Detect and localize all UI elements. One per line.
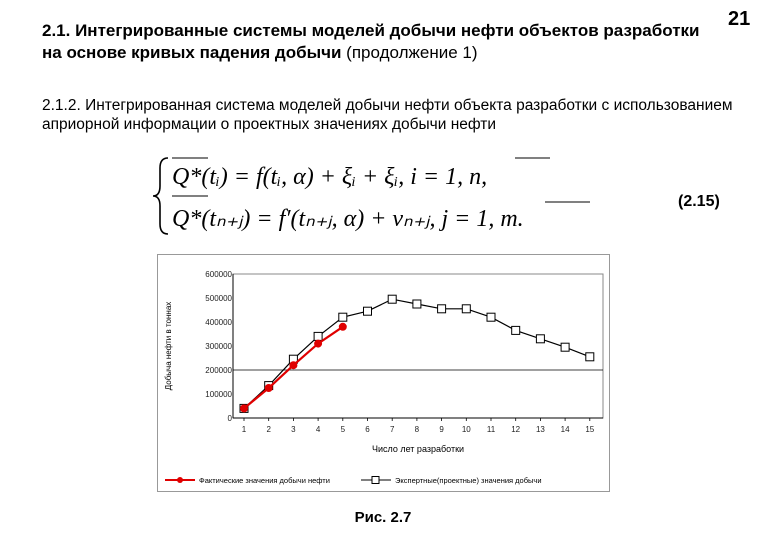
plot-area: [233, 274, 603, 418]
x-tick-label: 14: [560, 425, 570, 434]
equation-number: (2.15): [678, 193, 720, 210]
x-axis-label: Число лет разработки: [371, 444, 465, 454]
x-tick-label: 3: [291, 425, 296, 434]
x-tick-label: 7: [389, 425, 395, 434]
y-tick-label: 100000: [205, 390, 232, 399]
x-tick-label: 11: [486, 425, 496, 434]
y-tick-label: 300000: [205, 342, 232, 351]
actual-point: [241, 405, 248, 412]
x-tick-label: 6: [365, 425, 370, 434]
expert-point: [512, 326, 520, 334]
x-tick-label: 12: [511, 425, 521, 434]
expert-point: [388, 295, 396, 303]
actual-point: [315, 340, 322, 347]
expert-point: [487, 313, 495, 321]
page-number: 21: [728, 8, 751, 30]
expert-point: [339, 313, 347, 321]
y-tick-label: 400000: [205, 318, 232, 327]
x-tick-label: 9: [439, 425, 444, 434]
formula-line-2: Q*(tₙ₊ⱼ) = f′(tₙ₊ⱼ, α) + νₙ₊ⱼ, j = 1, m.: [172, 206, 524, 232]
x-tick-label: 13: [535, 425, 545, 434]
expert-point: [536, 335, 544, 343]
y-tick-label: 600000: [205, 270, 232, 279]
y-tick-label: 0: [227, 414, 232, 423]
x-tick-label: 15: [585, 425, 595, 434]
y-tick-label: 500000: [205, 294, 232, 303]
formula-line-1: Q*(tᵢ) = f(tᵢ, α) + ξᵢ + ξᵢ, i = 1, n,: [172, 164, 488, 190]
production-chart: [157, 254, 610, 492]
x-tick-label: 10: [461, 425, 471, 434]
expert-point: [462, 305, 470, 313]
legend-marker-expert: [372, 477, 379, 484]
x-tick-label: 2: [266, 425, 271, 434]
actual-point: [265, 385, 272, 392]
figure-caption: Рис. 2.7: [354, 509, 412, 526]
expert-point: [561, 343, 569, 351]
actual-point: [339, 323, 346, 330]
y-tick-label: 200000: [205, 366, 232, 375]
legend-label-expert: Экспертные(проектные) значения добычи: [395, 476, 542, 485]
y-axis-label: Добыча нефти в тоннах: [164, 301, 173, 391]
expert-point: [364, 307, 372, 315]
section-text: 2.1.2. Интегрированная система моделей добычи нефти объекта разработки с использованием априорной информации о проектных значениях добычи нефти: [42, 97, 733, 133]
actual-point: [290, 362, 297, 369]
x-tick-label: 1: [241, 425, 247, 434]
x-tick-label: 8: [414, 425, 420, 434]
formula-system: [150, 152, 630, 240]
slide-title: 2.1. Интегрированные системы моделей добычи нефти объектов разработки на основе кривых падения добычи (продолжение 1): [42, 21, 700, 62]
legend-label-actual: Фактические значения добычи нефти: [199, 476, 330, 485]
legend-marker-actual: [177, 477, 183, 483]
x-tick-label: 4: [315, 425, 321, 434]
expert-point: [413, 300, 421, 308]
x-tick-label: 5: [340, 425, 346, 434]
expert-point: [314, 332, 322, 340]
expert-point: [438, 305, 446, 313]
expert-point: [586, 353, 594, 361]
